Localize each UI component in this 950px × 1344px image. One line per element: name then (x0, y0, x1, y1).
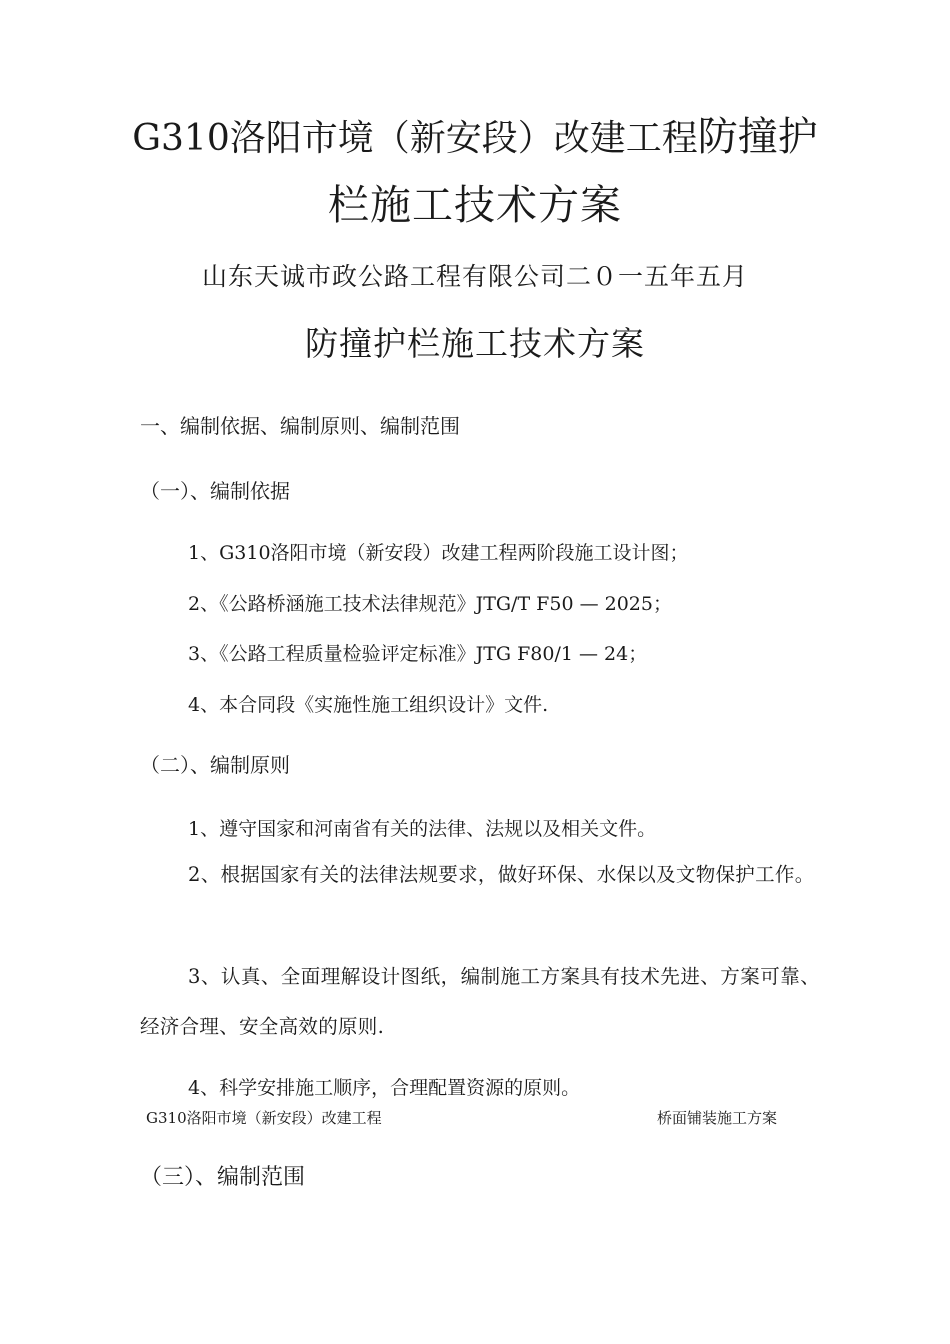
scope-heading: （三）、编制范围 (140, 1165, 306, 1190)
principle-item: 2、根据国家有关的法律法规要求，做好环保、水保以及文物保护工作。 (188, 863, 815, 886)
section-heading: 一、编制依据、编制原则、编制范围 (140, 414, 460, 438)
basis-item: 1、G310洛阳市境（新安段）改建工程两阶段施工设计图； (188, 542, 689, 564)
document-title-line2: 栏施工技术方案 (328, 181, 622, 229)
basis-heading: （一）、编制依据 (140, 479, 290, 503)
basis-item: 3、《公路工程质量检验评定标准》JTG F80/1 — 24； (188, 643, 648, 665)
principles-heading: （二）、编制原则 (140, 753, 290, 777)
document-subtitle: 防撞护栏施工技术方案 (305, 324, 645, 363)
company-date: 山东天诚市政公路工程有限公司二０一五年五月 (201, 262, 748, 291)
principle-item: 3、认真、全面理解设计图纸，编制施工方案具有技术先进、方案可靠、经济合理、安全高效的原则. (140, 965, 820, 1038)
basis-item: 4、本合同段《实施性施工组织设计》文件. (188, 694, 549, 716)
title-part2: 防撞护 (697, 114, 818, 160)
basis-item: 2、《公路桥涵施工技术法律规范》JTG/T F50 — 2025； (188, 593, 672, 615)
document-title-line1 (0, 105, 950, 162)
footer-right: 桥面铺装施工方案 (657, 1109, 778, 1127)
principle-item: 1、遵守国家和河南省有关的法律、法规以及相关文件。 (188, 818, 657, 840)
principle-item: 4、科学安排施工顺序，合理配置资源的原则。 (188, 1077, 581, 1099)
footer-left: G310洛阳市境（新安段）改建工程 (146, 1109, 382, 1127)
title-part1: G310洛阳市境（新安段）改建工程 (132, 118, 698, 159)
